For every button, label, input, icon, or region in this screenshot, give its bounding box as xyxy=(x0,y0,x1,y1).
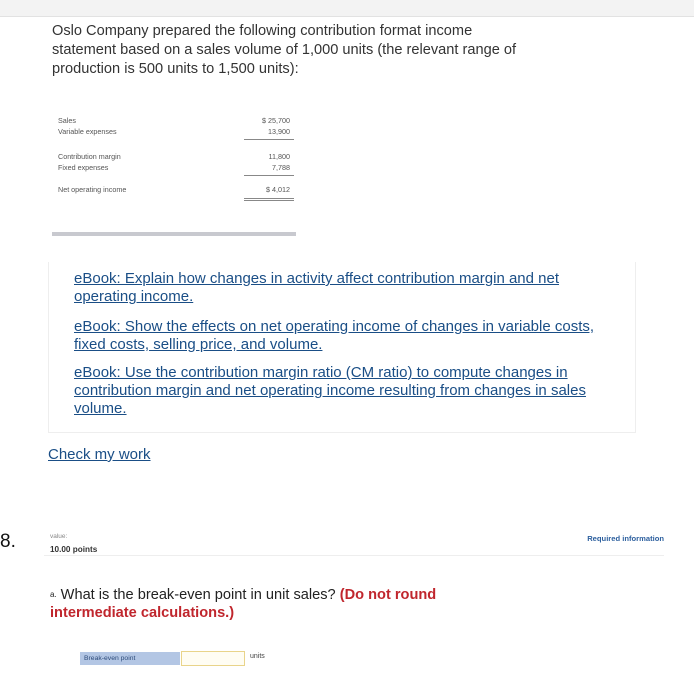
sub-question xyxy=(50,586,520,622)
statement-scrollbar[interactable] xyxy=(52,232,296,236)
statement-row-net-operating-income xyxy=(54,185,298,196)
break-even-point-label: Break-even point xyxy=(80,652,180,665)
sub-question-instruction: (Do not round intermediate calculations.) xyxy=(50,587,437,621)
check-my-work-link[interactable]: Check my work xyxy=(48,446,151,463)
statement-row-sales xyxy=(54,116,298,127)
statement-rule xyxy=(244,175,294,176)
top-bar xyxy=(0,0,694,17)
break-even-point-input[interactable] xyxy=(181,651,245,666)
value-label: value: xyxy=(50,533,68,540)
statement-row-variable-expenses xyxy=(54,127,298,138)
ebook-link-cm-ratio[interactable]: eBook: Use the contribution margin ratio (CM ratio) to compute changes in contribution margin and net operating income resulting from changes in sales volume. xyxy=(74,364,586,417)
statement-label: Net operating income xyxy=(58,185,127,194)
statement-double-rule xyxy=(244,198,294,199)
statement-label: Sales xyxy=(58,116,76,125)
sub-question-text: What is the break-even point in unit sales? xyxy=(60,587,336,603)
required-information-link[interactable]: Required information xyxy=(587,534,664,543)
statement-label: Variable expenses xyxy=(58,127,117,136)
statement-value: 11,800 xyxy=(268,152,290,161)
question-number: 8. xyxy=(0,531,16,552)
statement-double-rule xyxy=(244,200,294,201)
problem-description: Oslo Company prepared the following contribution format income statement based on a sales volume of 1,000 units (the relevant range of production is 500 units to 1,500 units): xyxy=(52,23,517,77)
ebook-link-activity[interactable]: eBook: Explain how changes in activity affect contribution margin and net operating income. xyxy=(74,270,560,305)
ebook-link-effects[interactable]: eBook: Show the effects on net operating income of changes in variable costs, fixed costs, selling price, and volume. xyxy=(74,318,595,353)
statement-rule xyxy=(244,139,294,140)
question-points: 10.00 points xyxy=(50,545,98,554)
statement-value: $ 4,012 xyxy=(266,185,290,194)
statement-row-fixed-expenses xyxy=(54,163,298,174)
statement-label: Fixed expenses xyxy=(58,163,109,172)
sub-question-letter: a. xyxy=(50,590,57,599)
question-divider xyxy=(44,555,664,556)
statement-label: Contribution margin xyxy=(58,152,121,161)
statement-row-contribution-margin xyxy=(54,152,298,163)
income-statement xyxy=(54,108,298,232)
answer-unit: units xyxy=(250,653,265,660)
statement-value: 7,788 xyxy=(272,163,290,172)
statement-value: 13,900 xyxy=(268,127,290,136)
statement-value: $ 25,700 xyxy=(262,116,290,125)
